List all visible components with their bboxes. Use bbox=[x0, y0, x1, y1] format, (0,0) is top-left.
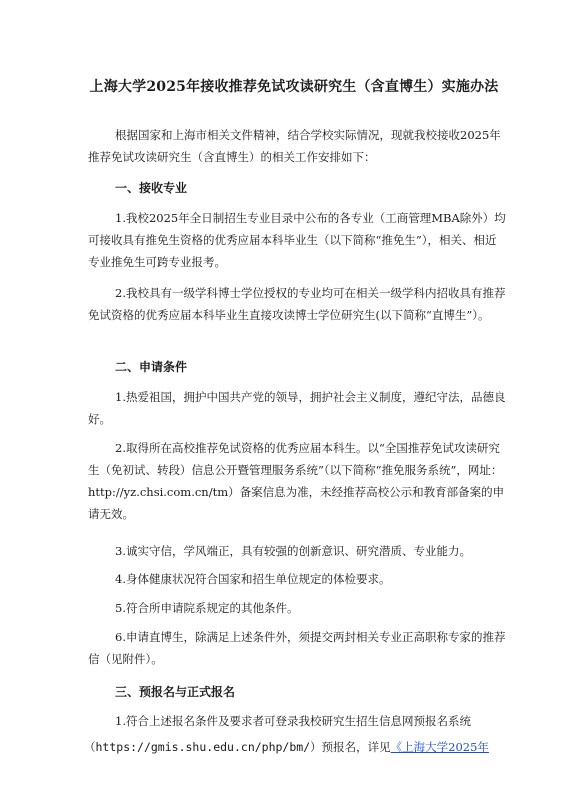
registration-text: 预报名，详见 bbox=[321, 740, 391, 754]
section-2-item-5: 5.符合所申请院系规定的其他条件。 bbox=[115, 601, 299, 615]
section-3-item-1: 1.符合上述报名条件及要求者可登录我校研究生招生信息网预报名系统 bbox=[115, 714, 471, 728]
section-2-item-6: 6.申请直博生，除满足上述条件外，须提交两封相关专业正高职称专家的推荐信（见附件）。 bbox=[88, 630, 506, 666]
section-2-item-3: 3.诚实守信，学风端正，具有较强的创新意识、研究潜质、专业能力。 bbox=[115, 544, 471, 558]
section-2-item-1: 1.热爱祖国，拥护中国共产党的领导，拥护社会主义制度，遵纪守法，品德良好。 bbox=[88, 390, 506, 426]
registration-line bbox=[84, 736, 514, 758]
section-heading-1: 一、接收专业 bbox=[115, 181, 188, 195]
intro-paragraph: 根据国家和上海市相关文件精神，结合学校实际情况，现就我校接收2025年推荐免试攻读研究生（含直博生）的相关工作安排如下： bbox=[88, 128, 501, 164]
page-title: 上海大学2025年接收推荐免试攻读研究生（含直博生）实施办法 bbox=[89, 79, 499, 95]
section-heading-3: 三、预报名与正式报名 bbox=[115, 685, 236, 699]
section-1-item-2: 2.我校具有一级学科博士学位授权的专业均可在相关一级学科内招收具有推荐免试资格的优秀应届本科毕业生直接攻读博士学位研究生(以下简称“直博生”）。 bbox=[88, 286, 506, 322]
section-heading-2: 二、申请条件 bbox=[115, 360, 188, 374]
section-2-item-2: 2.取得所在高校推荐免试资格的优秀应届本科生。以“全国推荐免试攻读研究生（免初试、转段）信息公开暨管理服务系统”（以下简称“推免服务系统”，网址：http://yz.chsi.com.cn/tm）备案信息为准，未经推荐高校公示和教育部备案的申请无效。 bbox=[88, 441, 505, 521]
section-1-item-1: 1.我校2025年全日制招生专业目录中公布的各专业（工商管理MBA除外）均可接收具有推免生资格的优秀应届本科毕业生（以下简称“推免生”），相关、相近专业推免生可跨专业报考。 bbox=[88, 211, 506, 269]
rules-document-link[interactable]: 《上海大学2025年 bbox=[390, 740, 489, 754]
registration-url: （https://gmis.shu.edu.cn/php/bm/） bbox=[84, 740, 322, 754]
section-2-item-4: 4.身体健康状况符合国家和招生单位规定的体检要求。 bbox=[115, 572, 391, 586]
